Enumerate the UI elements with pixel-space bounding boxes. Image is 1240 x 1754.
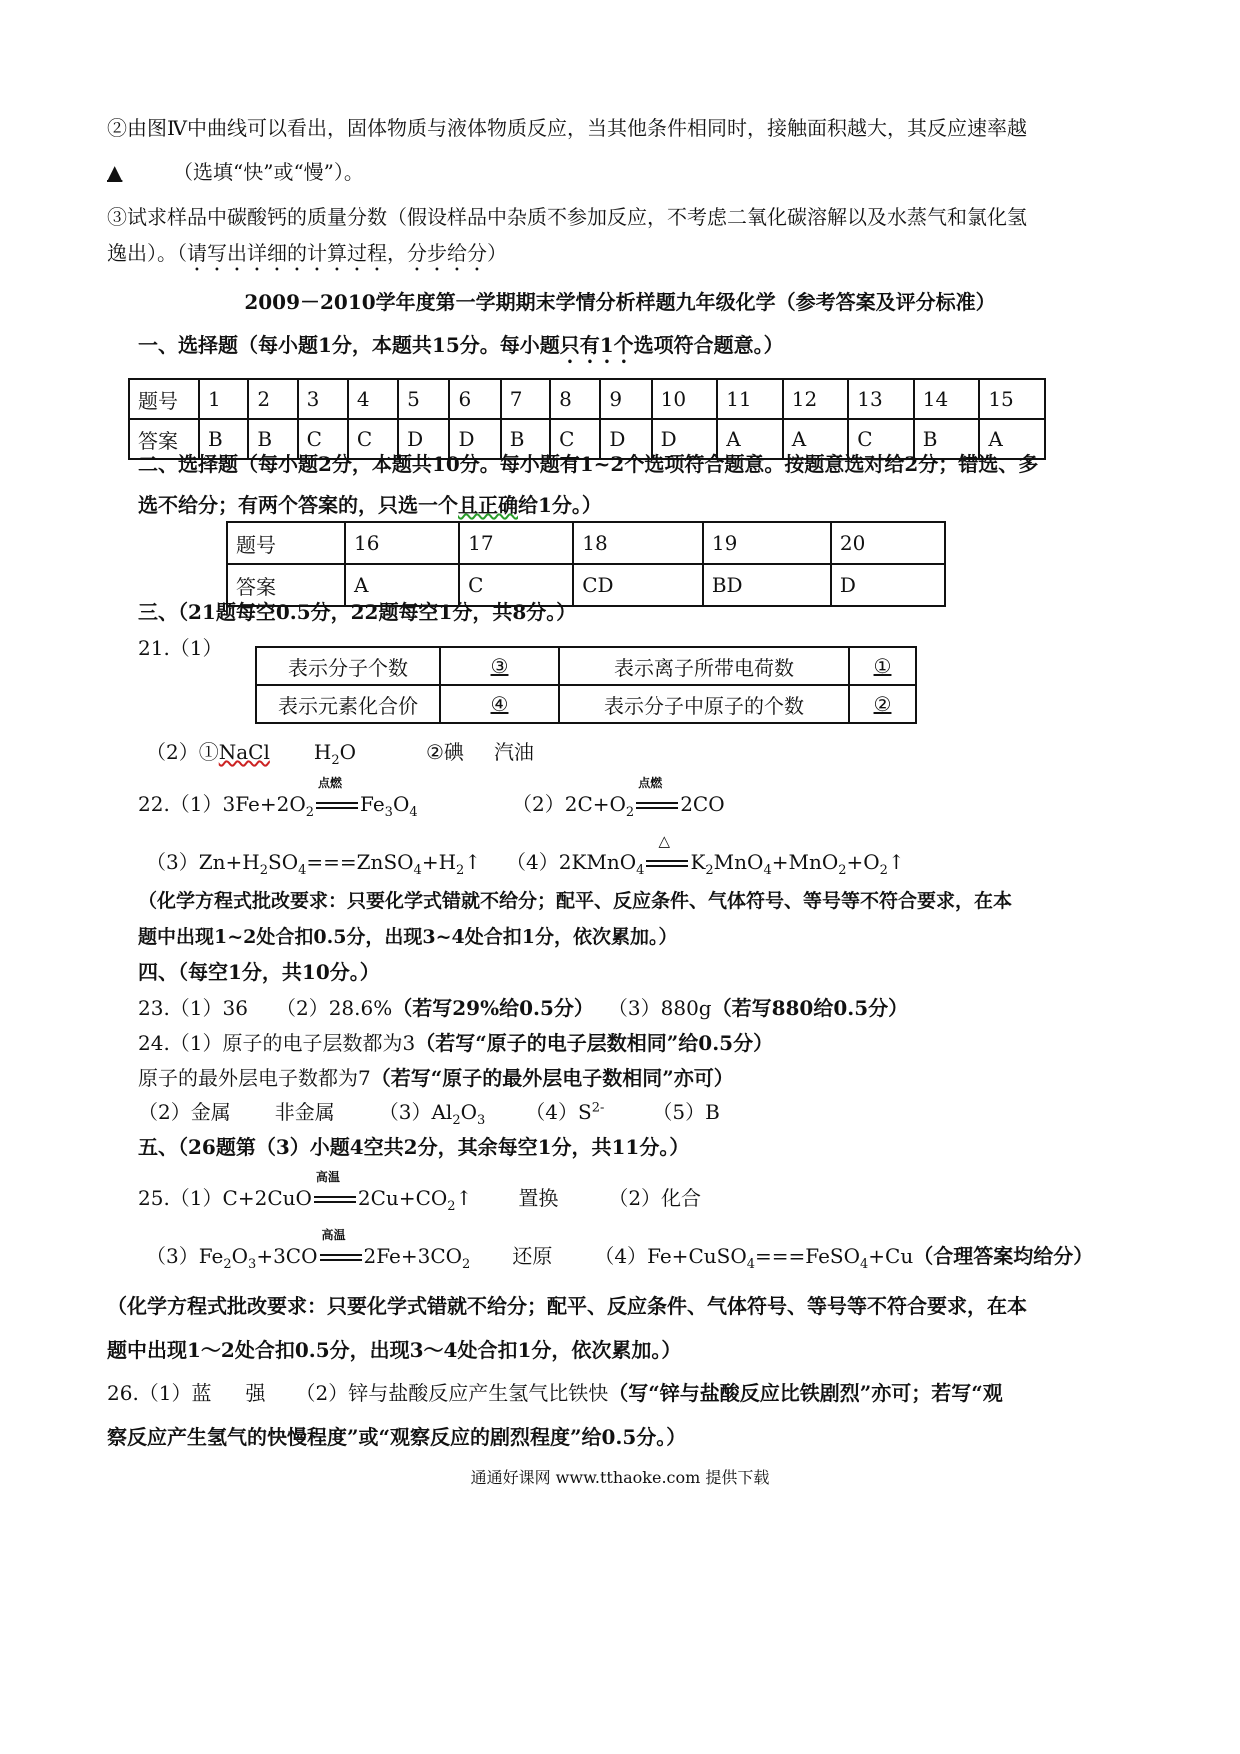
table-cell: 13 [848,379,914,419]
answer-table-2 [226,521,946,607]
answer-table-1 [128,378,1046,460]
table-cell: A [717,419,783,459]
q26-2: 察反应产生氢气的快慢程度”或“观察反应的剧烈程度”给0.5分。） [107,1425,687,1449]
sec3-note-1: （化学方程式批改要求：只要化学式错就不给分；配平、反应条件、气体符号、等号等不符合要求，在本 [138,890,1013,912]
q24-1b: 原子的最外层电子数都为7（若写“原子的最外层电子数相同”亦可） [138,1066,734,1090]
meaning-table [255,646,917,724]
table-cell: 表示分子中原子的个数 [559,685,849,723]
table-cell: 16 [345,522,459,564]
table-cell: B [501,419,550,459]
answer-blank: ▲ [107,160,123,184]
table-cell: 题号 [129,379,199,419]
table-cell: 表示元素化合价 [256,685,440,723]
table-cell: D [652,419,718,459]
sec5-heading: 五、（26题第（3）小题4空共2分，其余每空1分，共11分。） [138,1135,690,1159]
table-cell: A [783,419,849,459]
footer-text: 通通好课网 www.tthaoke.com 提供下载 [470,1468,770,1487]
table-cell: ④ [440,685,559,723]
table-cell: 题号 [227,522,345,564]
table-cell: ② [849,685,916,723]
table-cell: 9 [600,379,651,419]
sec2-heading-1: 二、选择题（每小题2分，本题共10分。每小题有1~2个选项符合题意。按题意选对给2分；错选、多 [138,452,1039,476]
q2-line1: ②由图Ⅳ中曲线可以看出，固体物质与液体物质反应，当其他条件相同时，接触面积越大，其反应速率越 [107,116,1027,140]
q22-2: $(2)2C+O_2$ 点燃 2CO [512,776,725,820]
table-cell: 8 [550,379,600,419]
page-title: 2009－2010学年度第一学期期末学情分析样题九年级化学（参考答案及评分标准） [244,290,996,314]
q25-1: 25.（1）C+2CuO 高温 $2Cu+CO_2↑$ 置换 （2）化合 [138,1170,702,1214]
table-cell: ③ [440,647,559,685]
q25-3: $(3)Fe_2O_3+3CO$ 高温 $2Fe+3CO_2$ 还原 （4）Fe+CuSO$_4$===FeSO$_4$+Cu（合理答案均给分） [146,1228,1094,1272]
table-cell: 12 [783,379,849,419]
table-cell: 表示离子所带电荷数 [559,647,849,685]
q22-4: （4）2KMnO$_4$ △ $K_2MnO_4+MnO_2+O_2↑$ [506,832,905,878]
q23: 23.（1）36 （2）28.6%（若写29%给0.5分） （3）880g（若写880给0.5分） [138,996,909,1020]
table-cell: C [550,419,600,459]
q3-line2: 逸出）。（请写出详细的计算过程，分步给分） [107,241,507,265]
table-cell: 2 [248,379,297,419]
table-cell: 19 [703,522,831,564]
table-cell: B [248,419,297,459]
table-cell: C [848,419,914,459]
table-cell: 3 [298,379,348,419]
table-cell: A [345,564,459,606]
table-cell: 4 [348,379,398,419]
table-row [129,379,1045,419]
table-row [256,685,916,723]
table-row [227,522,945,564]
table-cell: 1 [199,379,248,419]
q3-line1: ③试求样品中碳酸钙的质量分数（假设样品中杂质不参加反应，不考虑二氧化碳溶解以及水蒸气和氯化氢 [107,205,1027,229]
q21-2: （2）①NaCl $H_2O$ ②碘 汽油 [146,740,534,768]
table-cell: 表示分子个数 [256,647,440,685]
q2-line2 [107,160,364,184]
table-cell: BD [703,564,831,606]
sec3-note-2: 题中出现1~2处合扣0.5分，出现3~4处合扣1分，依次累加。） [138,926,678,948]
table-cell: C [348,419,398,459]
table-cell: 14 [914,379,980,419]
table-row [256,647,916,685]
table-cell: 6 [449,379,500,419]
table-cell: 17 [459,522,573,564]
table-cell: 20 [831,522,945,564]
table-cell: CD [573,564,703,606]
table-cell: 15 [979,379,1045,419]
sec3-heading: 三、（21题每空0.5分，22题每空1分，共8分。） [138,600,577,624]
q2-hint: （选填“快”或“慢”）。 [173,160,364,184]
table-cell: D [600,419,651,459]
sec5-note-1: （化学方程式批改要求：只要化学式错就不给分；配平、反应条件、气体符号、等号等不符合要求，在本 [107,1294,1027,1318]
table-cell: B [914,419,980,459]
q24-1: 24.（1）原子的电子层数都为3（若写“原子的电子层数相同”给0.5分） [138,1031,774,1055]
table-cell: 答案 [227,564,345,606]
q26-1: 26.（1）蓝 强 （2）锌与盐酸反应产生氢气比铁快（写“锌与盐酸反应比铁剧烈”亦可；若写“观 [107,1381,1003,1405]
table-cell: 答案 [129,419,199,459]
table-cell: D [398,419,449,459]
sec4-heading: 四、（每空1分，共10分。） [138,960,380,984]
table-cell: 11 [717,379,783,419]
table-cell: 7 [501,379,550,419]
sec2-heading-2: 选不给分；有两个答案的，只选一个且正确给1分。） [138,493,602,517]
table-cell: 5 [398,379,449,419]
sec1-heading: 一、选择题（每小题1分，本题共15分。每小题只有1个选项符合题意。） [138,333,784,357]
table-cell: A [979,419,1045,459]
table-cell: B [199,419,248,459]
sec5-note-2: 题中出现1～2处合扣0.5分，出现3～4处合扣1分，依次累加。） [107,1338,682,1362]
q22-3: $(3)Zn+H_2SO_4===ZnSO_4+H_2↑$ [146,850,482,878]
q24-2: （2）金属 非金属 $(3)Al_2O_3$ $(4)S^{2-}$ （5）B [138,1100,720,1128]
table-cell: ① [849,647,916,685]
table-cell: C [298,419,348,459]
q22-1: $22.(1)3Fe+2O_2$ 点燃 $Fe_3O_4$ [138,776,418,820]
table-cell: D [449,419,500,459]
table-cell: C [459,564,573,606]
emphasis-text: 请写出详细的计算过程，分步给分 [187,241,487,265]
q21-label: 21.（1） [138,636,223,660]
table-cell: 18 [573,522,703,564]
table-cell: D [831,564,945,606]
table-cell: 10 [652,379,718,419]
